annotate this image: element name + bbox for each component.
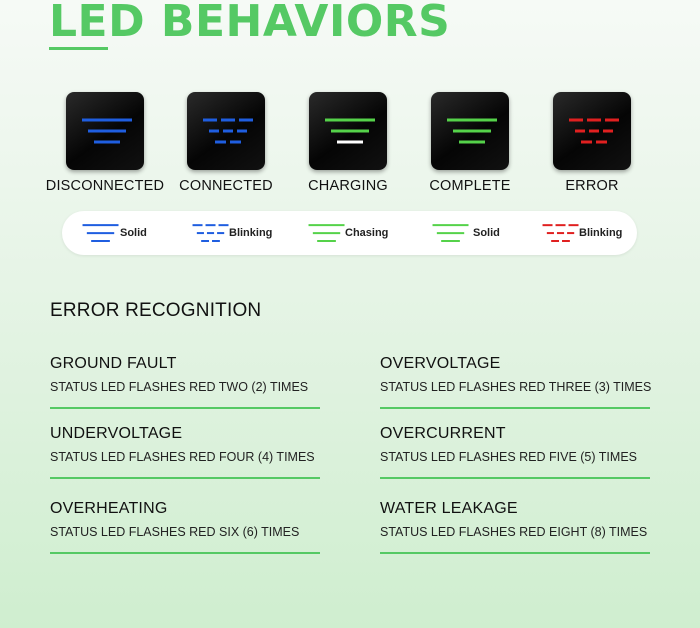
error-name: OVERHEATING: [50, 500, 168, 517]
divider: [380, 552, 650, 554]
blinking-blue-legend-icon: [182, 221, 232, 245]
error-description: STATUS LED FLASHES RED FOUR (4) TIMES: [50, 450, 315, 464]
solid-green-legend-icon: [422, 221, 472, 245]
error-description: STATUS LED FLASHES RED FIVE (5) TIMES: [380, 450, 637, 464]
led-box: [66, 92, 144, 170]
divider: [50, 477, 320, 479]
status-connected: [166, 92, 286, 194]
chasing-green-legend-icon: [298, 221, 348, 245]
status-label: DISCONNECTED: [45, 178, 165, 194]
legend-label: Blinking: [579, 227, 623, 239]
status-label: COMPLETE: [429, 178, 511, 194]
led-box: [309, 92, 387, 170]
legend-bar: [62, 211, 637, 255]
error-item-ground-fault: [50, 355, 322, 394]
blinking-red-legend-icon: [532, 221, 582, 245]
status-disconnected: [45, 92, 165, 194]
error-name: OVERCURRENT: [380, 425, 506, 442]
status-label: CONNECTED: [179, 178, 273, 194]
solid-blue-led-icon: [66, 92, 144, 170]
error-description: STATUS LED FLASHES RED EIGHT (8) TIMES: [380, 525, 648, 539]
solid-blue-legend-icon: [72, 221, 122, 245]
chasing-green-led-icon: [309, 92, 387, 170]
blinking-red-led-icon: [553, 92, 631, 170]
error-description: STATUS LED FLASHES RED TWO (2) TIMES: [50, 380, 309, 394]
error-item-undervoltage: [50, 425, 322, 464]
error-description: STATUS LED FLASHES RED SIX (6) TIMES: [50, 525, 300, 539]
error-item-overvoltage: [380, 355, 652, 394]
error-item-overcurrent: [380, 425, 652, 464]
status-error: [532, 92, 652, 194]
blinking-blue-led-icon: [187, 92, 265, 170]
error-name: GROUND FAULT: [50, 355, 177, 372]
divider: [50, 552, 320, 554]
divider: [380, 407, 650, 409]
error-name: UNDERVOLTAGE: [50, 425, 183, 442]
led-box: [431, 92, 509, 170]
legend-label: Chasing: [345, 227, 389, 239]
legend-label: Solid: [473, 227, 500, 239]
status-label: CHARGING: [308, 178, 388, 194]
page-title: LED BEHAVIORS: [49, 0, 451, 47]
status-complete: [410, 92, 530, 194]
error-name: WATER LEAKAGE: [380, 500, 518, 517]
divider: [50, 407, 320, 409]
section-title: ERROR RECOGNITION: [50, 300, 262, 321]
divider: [380, 477, 650, 479]
legend-label: Solid: [120, 227, 147, 239]
title-underline: [49, 47, 108, 50]
error-name: OVERVOLTAGE: [380, 355, 501, 372]
status-charging: [288, 92, 408, 194]
error-item-water-leakage: [380, 500, 652, 539]
error-description: STATUS LED FLASHES RED THREE (3) TIMES: [380, 380, 652, 394]
led-box: [187, 92, 265, 170]
solid-green-led-icon: [431, 92, 509, 170]
error-item-overheating: [50, 500, 322, 539]
legend-label: Blinking: [229, 227, 273, 239]
status-label: ERROR: [565, 178, 619, 194]
led-box: [553, 92, 631, 170]
